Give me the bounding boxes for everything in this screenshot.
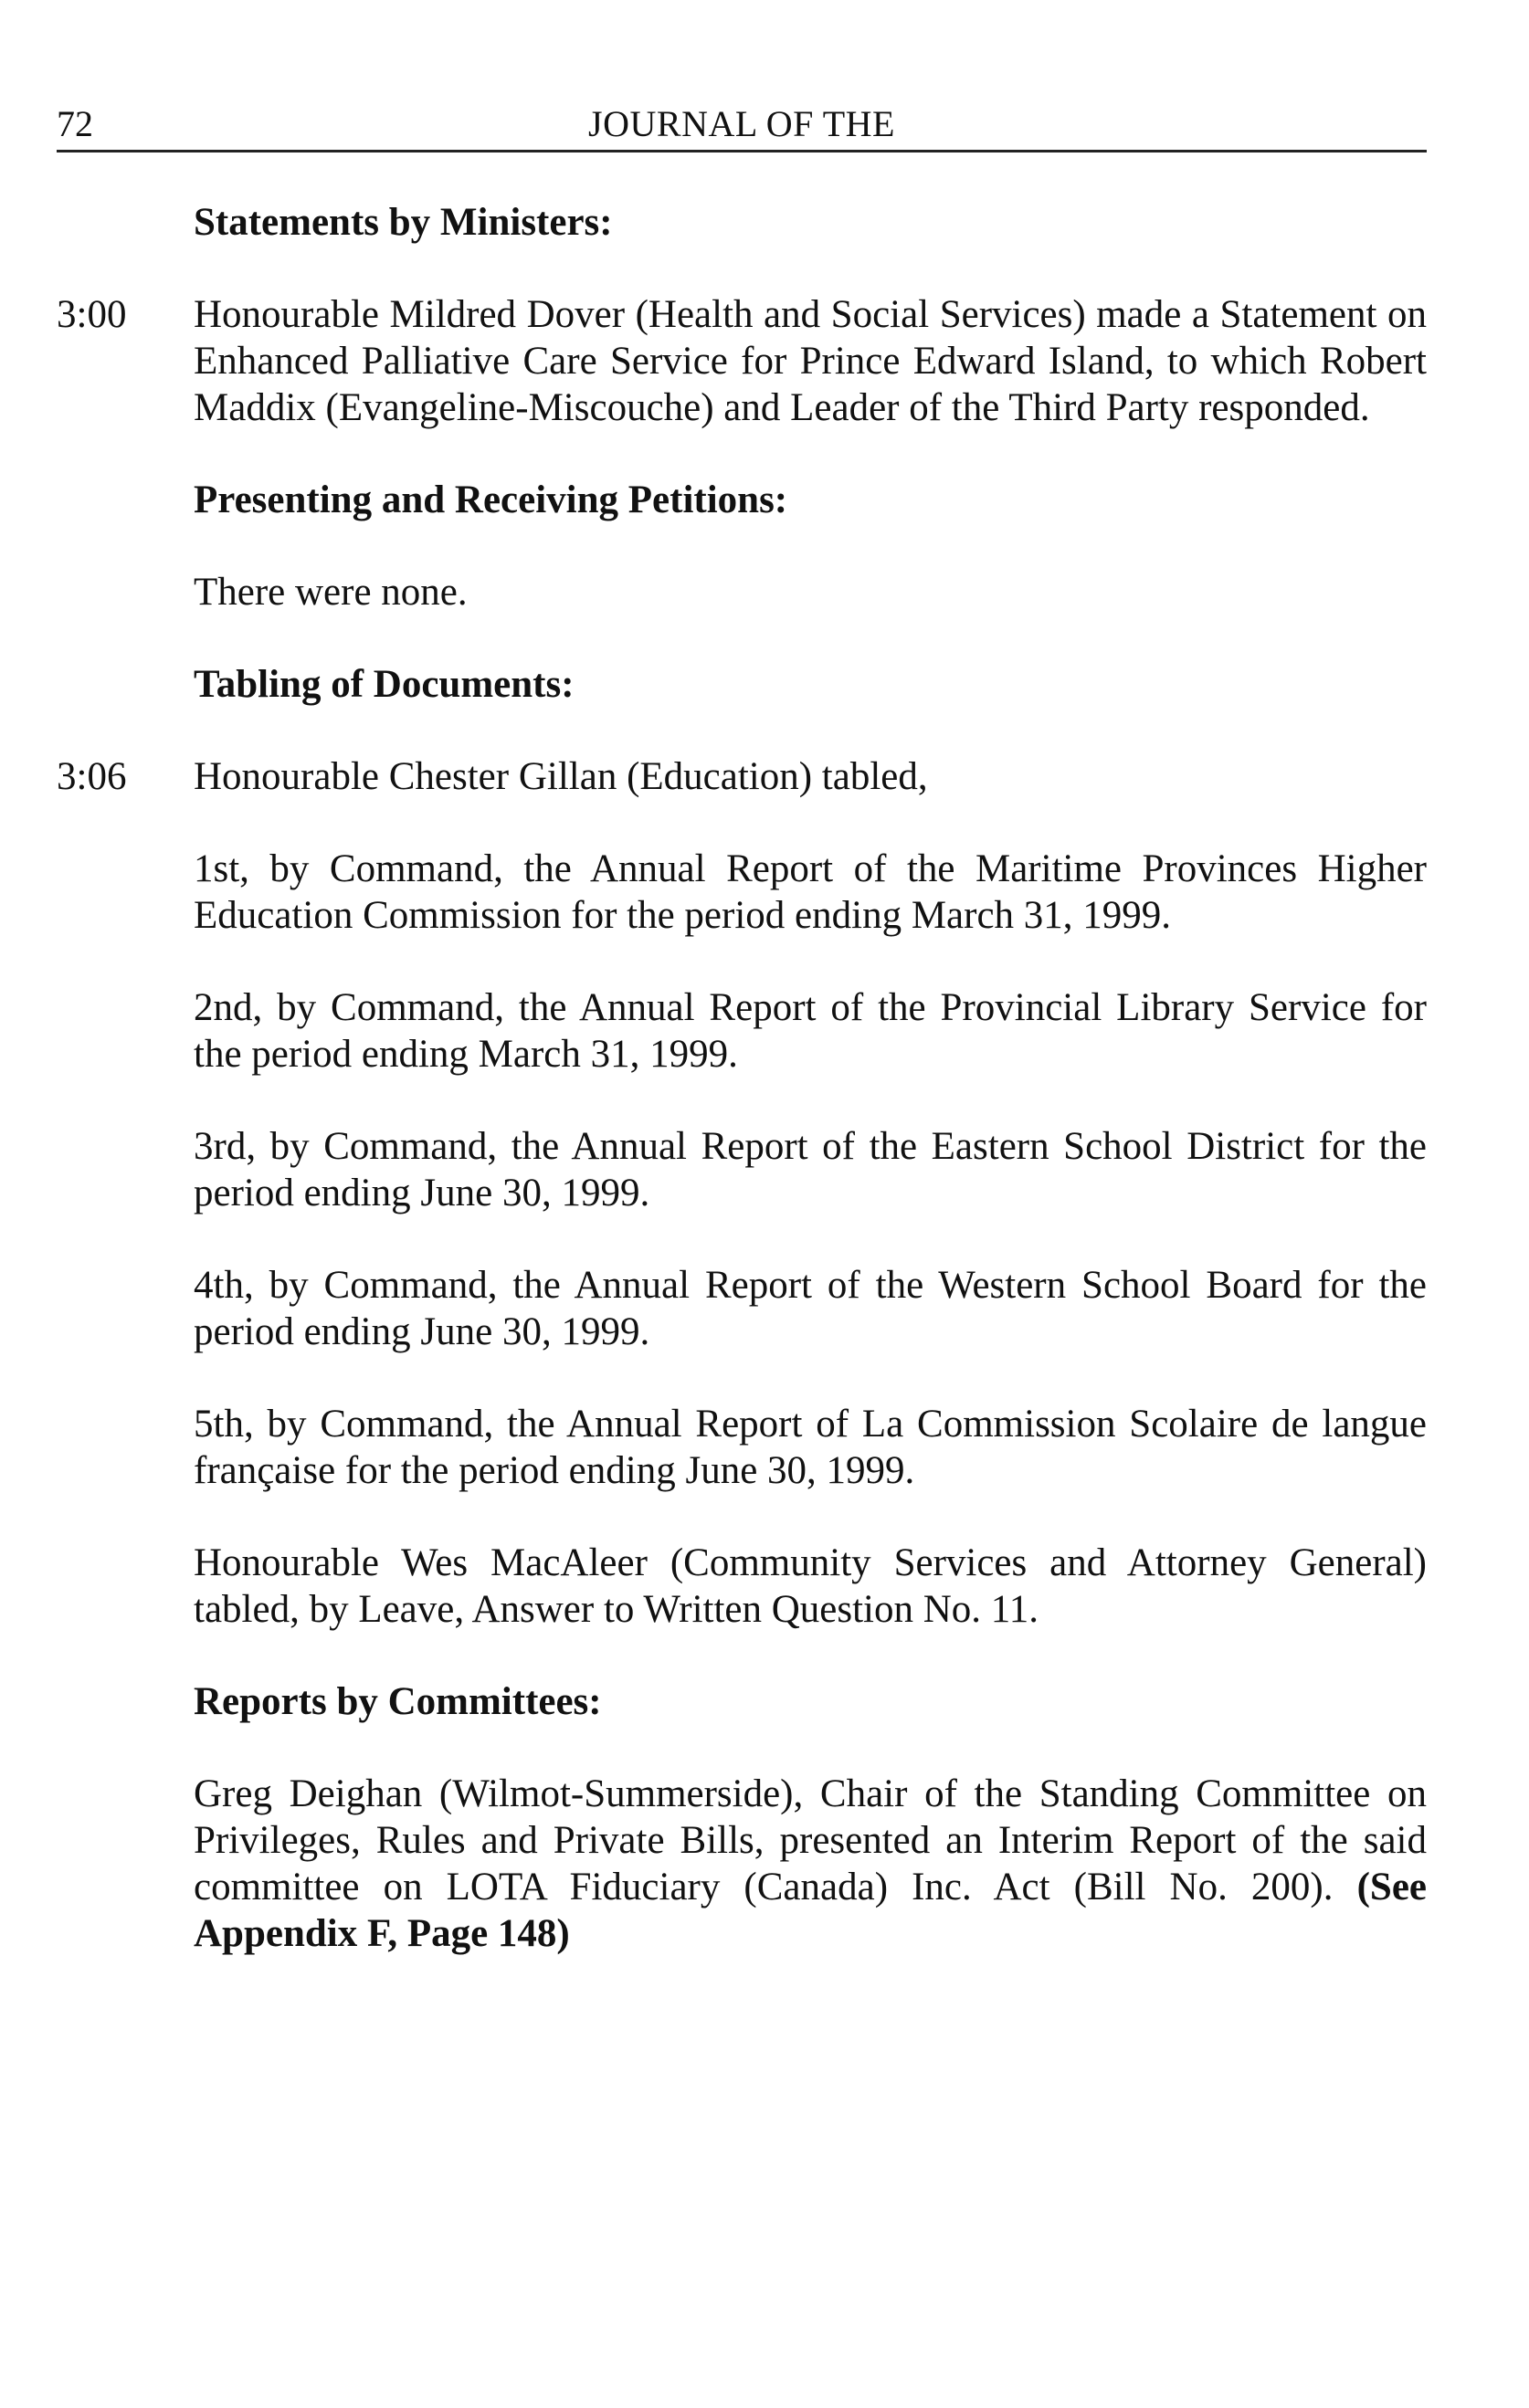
petitions-entry [0, 569, 1529, 615]
tabling-entry [0, 753, 1529, 800]
petitions-text: There were none. [194, 571, 468, 614]
macaleer-text: Honourable Wes MacAleer (Community Services and Attorney General) tabled, by Leave, Answer to Written Question No. 11. [194, 1541, 1427, 1631]
tabled-item-text: 2nd, by Command, the Annual Report of the Provincial Library Service for the period ending March 31, 1999. [194, 986, 1427, 1076]
tabled-item [0, 1401, 1529, 1494]
tabled-item-text: 4th, by Command, the Annual Report of the Western School Board for the period ending June 30, 1999. [194, 1264, 1427, 1353]
petitions-heading-row [0, 477, 1529, 523]
page-header [57, 99, 1427, 152]
committee-text: Greg Deighan (Wilmot-Summerside), Chair of the Standing Committee on Privileges, Rules and Private Bills, presented an Interim Report of the said committee on LOTA Fiduciary (Canada) Inc. Act (Bill No. 200). [194, 1772, 1427, 1909]
tabling-intro: Honourable Chester Gillan (Education) tabled, [194, 755, 928, 798]
tabled-item-text: 1st, by Command, the Annual Report of the Maritime Provinces Higher Education Commission for the period ending March 31, 1999. [194, 847, 1427, 937]
tabled-item-text: 3rd, by Command, the Annual Report of the Eastern School District for the period ending June 30, 1999. [194, 1125, 1427, 1215]
statement-time: 3:00 [57, 293, 127, 336]
committee-entry [0, 1771, 1529, 1957]
committee-paragraph [194, 1771, 1427, 1957]
journal-content [0, 199, 1529, 2003]
committees-heading-row [0, 1678, 1529, 1725]
running-title: JOURNAL OF THE [588, 103, 895, 144]
macaleer-entry [0, 1540, 1529, 1633]
tabled-item [0, 1123, 1529, 1216]
petitions-heading: Presenting and Receiving Petitions: [194, 478, 788, 521]
tabling-time: 3:06 [57, 755, 127, 798]
statement-entry [0, 291, 1529, 431]
committees-heading: Reports by Committees: [194, 1680, 602, 1723]
statements-heading-row [0, 199, 1529, 246]
statements-heading: Statements by Ministers: [194, 201, 613, 244]
tabled-item [0, 846, 1529, 939]
statement-text: Honourable Mildred Dover (Health and Social Services) made a Statement on Enhanced Palliative Care Service for Prince Edward Island, to which Robert Maddix (Evangeline-Miscouche) and Leader of the Third Party responded. [194, 293, 1427, 429]
page-number: 72 [57, 103, 93, 144]
tabled-item [0, 1262, 1529, 1355]
tabled-item-text: 5th, by Command, the Annual Report of La Commission Scolaire de langue française for the period ending June 30, 1999. [194, 1403, 1427, 1492]
tabling-heading: Tabling of Documents: [194, 663, 575, 706]
tabled-item [0, 984, 1529, 1078]
tabling-heading-row [0, 661, 1529, 708]
appendix-reference: (See Appendix F, Page 148) [194, 1866, 1427, 1955]
